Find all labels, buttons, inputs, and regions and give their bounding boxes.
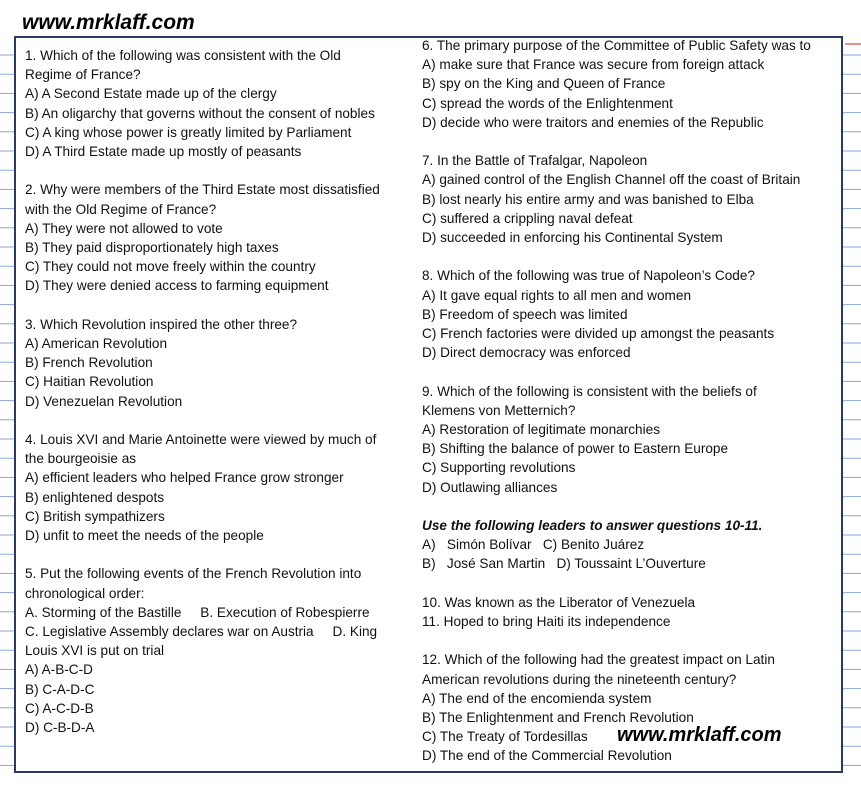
answer-line: A) They were not allowed to vote <box>25 220 223 236</box>
answer-line: A) American Revolution <box>25 336 168 352</box>
answer-line: D) A Third Estate made up mostly of peasants <box>25 144 302 160</box>
answer-line: D) They were denied access to farming equipment <box>25 278 329 294</box>
question-block <box>422 650 842 765</box>
answer-line: D) Direct democracy was enforced <box>422 345 631 361</box>
question-block <box>422 382 842 497</box>
question-text: 1. Which of the following was consistent with the Old <box>25 48 341 63</box>
answer-line: with the Old Regime of France? <box>25 201 217 217</box>
question-text: 9. Which of the following is consistent with the beliefs of <box>422 383 757 399</box>
answer-line: B) French Revolution <box>25 355 153 371</box>
question-text: 5. Put the following events of the French Revolution into <box>25 566 362 582</box>
answer-line: American revolutions during the nineteenth century? <box>422 671 737 687</box>
question-block <box>25 180 409 295</box>
question-block <box>422 593 842 631</box>
answer-line: A) Simón Bolívar C) Benito Juárez <box>422 537 645 553</box>
instruction-text: Use the following leaders to answer questions 10-11. <box>422 518 763 534</box>
answer-line: A) make sure that France was secure from foreign attack <box>422 57 765 73</box>
question-block <box>422 151 842 247</box>
answer-line: B) enlightened despots <box>25 489 165 505</box>
answer-line: A) A-B-C-D <box>25 662 93 678</box>
answer-line: A) efficient leaders who helped France grow stronger <box>25 470 344 486</box>
answer-line: C. Legislative Assembly declares war on Austria D. King <box>25 624 378 640</box>
answer-line: A) The end of the encomienda system <box>422 690 652 706</box>
answer-line: C) A king whose power is greatly limited by Parliament <box>25 124 352 140</box>
question-text: 2. Why were members of the Third Estate most dissatisfied <box>25 182 380 198</box>
worksheet-frame <box>14 36 843 773</box>
answer-line: D) Venezuelan Revolution <box>25 393 183 409</box>
right-question-column <box>422 36 842 785</box>
question-text: 4. Louis XVI and Marie Antoinette were viewed by much of <box>25 432 377 448</box>
question-text: 12. Which of the following had the greatest impact on Latin <box>422 652 775 668</box>
answer-line: the bourgeoisie as <box>25 451 137 467</box>
answer-line: B) spy on the King and Queen of France <box>422 76 666 92</box>
answer-line: D) C-B-D-A <box>25 720 95 736</box>
answer-line: C) spread the words of the Enlightenment <box>422 95 673 111</box>
question-text: 6. The primary purpose of the Committee of Public Safety was to <box>422 38 811 53</box>
answer-line: C) The Treaty of Tordesillas <box>422 729 588 745</box>
answer-line: C) They could not move freely within the country <box>25 259 316 275</box>
answer-line: A) Restoration of legitimate monarchies <box>422 422 660 438</box>
question-block <box>25 46 409 161</box>
answer-line: B) José San Martin D) Toussaint L’Ouverture <box>422 556 706 572</box>
question-block <box>25 564 409 737</box>
question-block <box>422 516 842 574</box>
question-block <box>25 315 409 411</box>
answer-line: C) Haitian Revolution <box>25 374 154 390</box>
question-block <box>422 36 842 132</box>
answer-line: B) C-A-D-C <box>25 681 95 697</box>
question-text: 7. In the Battle of Trafalgar, Napoleon <box>422 153 648 169</box>
question-block <box>25 430 409 545</box>
answer-line: B) Shifting the balance of power to Eastern Europe <box>422 441 729 457</box>
answer-line: B) The Enlightenment and French Revolution <box>422 710 694 726</box>
question-text: 3. Which Revolution inspired the other three? <box>25 316 298 332</box>
answer-line: D) unfit to meet the needs of the people <box>25 528 264 544</box>
answer-line: D) decide who were traitors and enemies of the Republic <box>422 114 764 130</box>
answer-line: A) A Second Estate made up of the clergy <box>25 86 277 102</box>
answer-line: D) The end of the Commercial Revolution <box>422 748 672 764</box>
answer-line: chronological order: <box>25 585 145 601</box>
answer-line: Louis XVI is put on trial <box>25 643 165 659</box>
answer-line: C) Supporting revolutions <box>422 460 576 476</box>
answer-line: C) French factories were divided up amongst the peasants <box>422 326 775 342</box>
answer-line: A) It gave equal rights to all men and women <box>422 287 692 303</box>
question-text: 10. Was known as the Liberator of Venezuela <box>422 594 696 610</box>
answer-line: A) gained control of the English Channel off the coast of Britain <box>422 172 801 188</box>
answer-line: C) suffered a crippling naval defeat <box>422 210 633 226</box>
answer-line: B) lost nearly his entire army and was banished to Elba <box>422 191 754 207</box>
answer-line: Regime of France? <box>25 67 141 83</box>
answer-line: 11. Hoped to bring Haiti its independence <box>422 614 671 630</box>
answer-line: C) British sympathizers <box>25 508 165 524</box>
answer-line: Klemens von Metternich? <box>422 402 576 418</box>
site-watermark-bottom: www.mrklaff.com <box>617 724 782 746</box>
question-text: 8. Which of the following was true of Napoleon’s Code? <box>422 268 755 284</box>
answer-line: C) A-C-D-B <box>25 700 94 716</box>
question-block <box>422 266 842 362</box>
answer-line: B) They paid disproportionately high taxes <box>25 240 279 256</box>
answer-line: D) succeeded in enforcing his Continental System <box>422 230 723 246</box>
left-question-column <box>25 46 409 756</box>
site-watermark-top: www.mrklaff.com <box>22 11 195 34</box>
answer-line: B) Freedom of speech was limited <box>422 306 628 322</box>
answer-line: D) Outlawing alliances <box>422 479 558 495</box>
answer-line: B) An oligarchy that governs without the consent of nobles <box>25 105 375 121</box>
answer-line: A. Storming of the Bastille B. Execution of Robespierre <box>25 604 370 620</box>
